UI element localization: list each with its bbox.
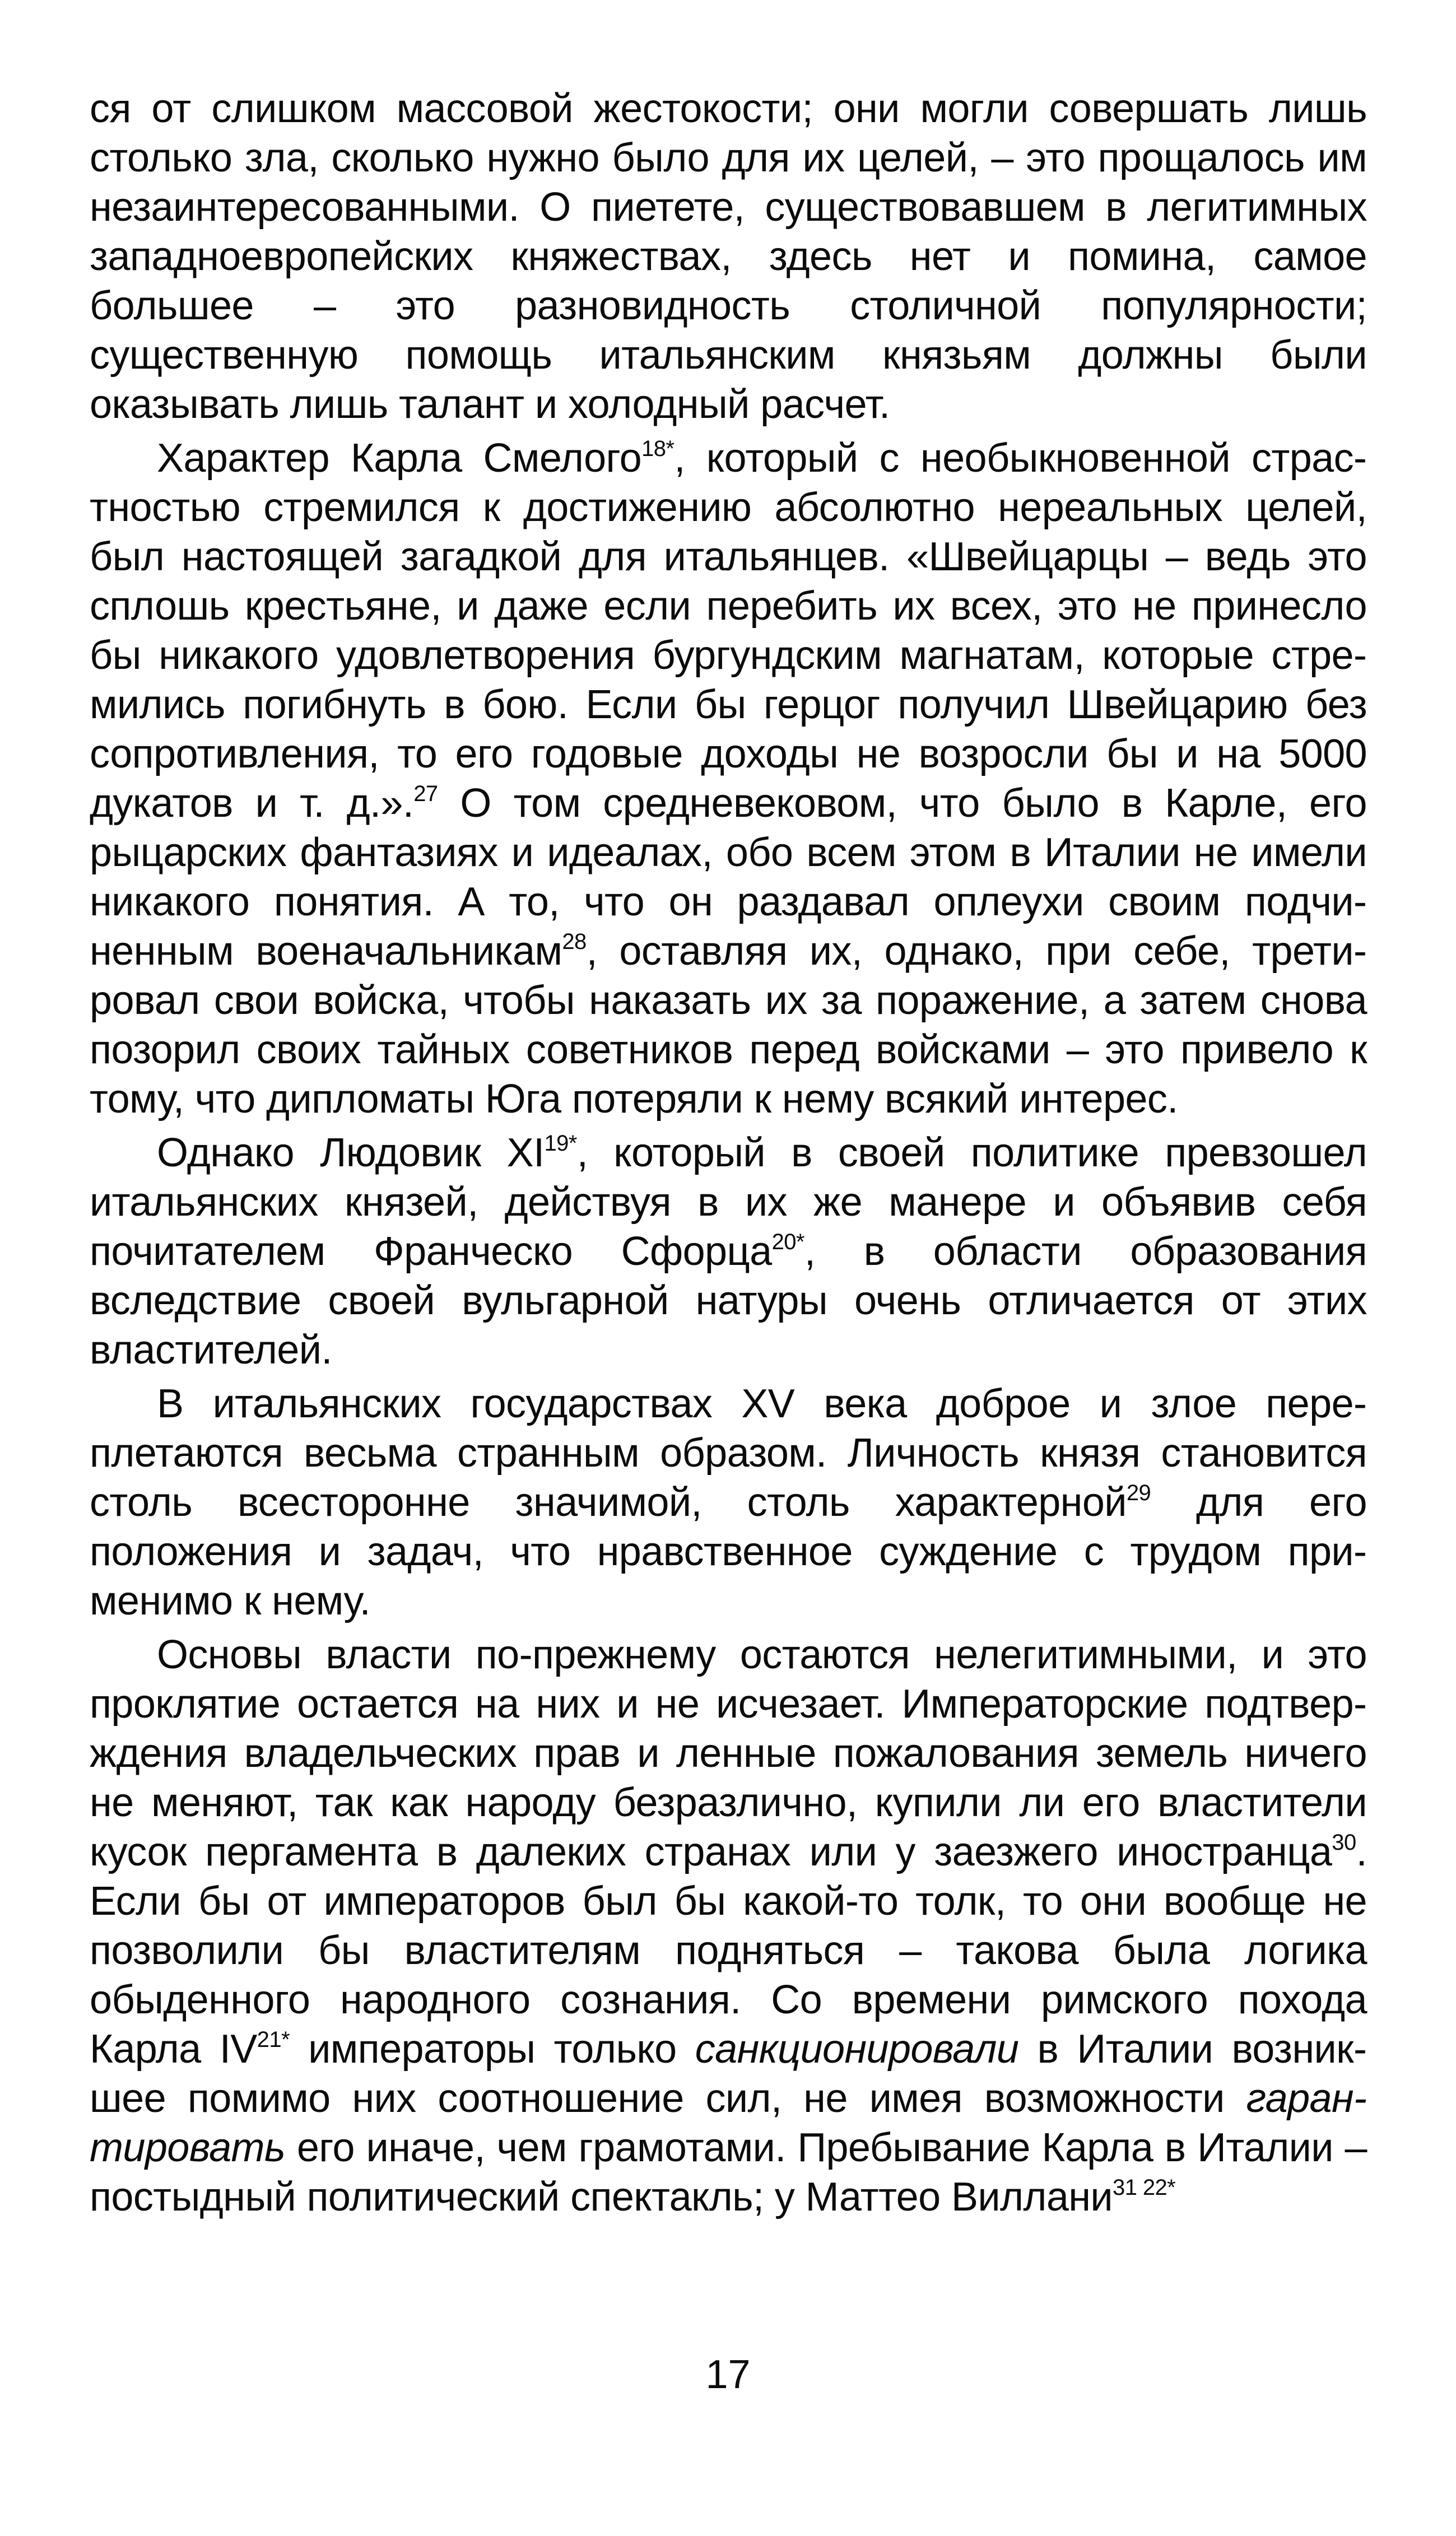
paragraph-2-text-1: Характер Карла Смелого xyxy=(157,436,642,481)
paragraph-4-text-1: В итальянских государствах XV века доброе и злое переплетаются весьма странным образом. Личность князя становится столь всесторонне значимой, столь характерной xyxy=(90,1381,1367,1525)
footnote-ref-19: 19* xyxy=(544,1131,577,1156)
italic-emphasis-guarantee: гарантировать xyxy=(90,2076,1367,2170)
footnote-ref-18: 18* xyxy=(641,436,674,461)
paragraph-2 xyxy=(90,434,1367,1124)
page-number: 17 xyxy=(705,2352,751,2397)
footnote-ref-28: 28 xyxy=(562,929,587,954)
paragraph-4 xyxy=(90,1379,1367,1626)
page-body xyxy=(90,84,1367,2222)
paragraph-5 xyxy=(90,1630,1367,2222)
paragraph-3-text-2: , который в своей политике превзошел итальянских князей, действуя в их же манере и объявив себя почитателем Франческо Сфорца xyxy=(90,1130,1367,1274)
paragraph-5-text-5: его иначе, чем грамотами. Пребывание Карла в Италии – постыдный политический спектакль; у Маттео Виллани xyxy=(90,2125,1367,2219)
paragraph-5-text-1: Основы власти по-прежнему остаются нелегитимными, и это проклятие остается на них и не исчезает. Императорские подтверждения владельческих прав и ленные пожалования земель ничего не меняют, так как народу безразлично, купили ли его властители кусок пергамента в далеких странах или у заезжего иностранца xyxy=(90,1632,1367,1874)
paragraph-2-text-3: О том средневековом, что было в Карле, его рыцарских фантазиях и идеалах, обо всем этом в Италии не имели никакого понятия. А то, что он раздавал оплеухи своим подчиненным военачальникам xyxy=(90,781,1367,974)
footnote-ref-21: 21* xyxy=(257,2027,290,2052)
footnote-ref-30: 30 xyxy=(1332,1830,1356,1855)
paragraph-2-text-2: , который с необыкновенной страстностью стремился к достижению абсолютно нереальных целей, был настоящей загадкой для итальянцев. «Швейцарцы – ведь это сплошь крестьяне, и даже если перебить их всех, это не принесло бы никакого удовлетворения бургундским магнатам, которые стремились погибнуть в бою. Если бы герцог получил Швейцарию без сопротивления, то его годовые доходы не возросли бы и на 5000 дукатов и т. д.». xyxy=(90,436,1367,826)
paragraph-2-text-4: , оставляя их, однако, при себе, третировал свои войска, чтобы наказать их за поражение, а затем снова позорил своих тайных советников перед войсками – это привело к тому, что дипломаты Юга потеряли к нему всякий интерес. xyxy=(90,929,1367,1122)
paragraph-1 xyxy=(90,84,1367,429)
footnote-ref-20: 20* xyxy=(771,1230,804,1254)
footnote-ref-29: 29 xyxy=(1126,1481,1151,1505)
paragraph-5-text-2: . Если бы от императоров был бы какой-то толк, то они вообще не позволили бы властителям подняться – такова была логика обыденного народного сознания. Со времени римского похода Карла IV xyxy=(90,1830,1367,2072)
paragraph-5-text-4: в Италии возникшее помимо них соотношение сил, не имея возможности xyxy=(90,2027,1367,2121)
italic-emphasis-sanctioned: санкционировали xyxy=(695,2027,1019,2072)
paragraph-3-text-3: , в области образования вследствие своей вульгарной натуры очень отличается от этих властителей. xyxy=(90,1229,1367,1372)
footnote-ref-27: 27 xyxy=(413,781,438,806)
paragraph-5-text-3: императоры только xyxy=(289,2027,695,2072)
paragraph-3 xyxy=(90,1128,1367,1375)
paragraph-4-text-2: для его положения и задач, что нравственное суждение с трудом применимо к нему. xyxy=(90,1480,1367,1623)
paragraph-1-text-1: ся от слишком массовой жестокости; они могли совершать лишь столько зла, сколько нужно было для их целей, – это прощалось им незаинтересованными. О пиетете, существовавшем в легитимных западноевропейских княжествах, здесь нет и помина, самое большее – это разновидность столичной популярности; существенную помощь итальянским князьям должны были оказывать лишь талант и холодный расчет. xyxy=(90,86,1367,427)
paragraph-3-text-1: Однако Людовик XI xyxy=(157,1130,545,1175)
footnote-ref-31-22: 31 22* xyxy=(1113,2175,1176,2200)
